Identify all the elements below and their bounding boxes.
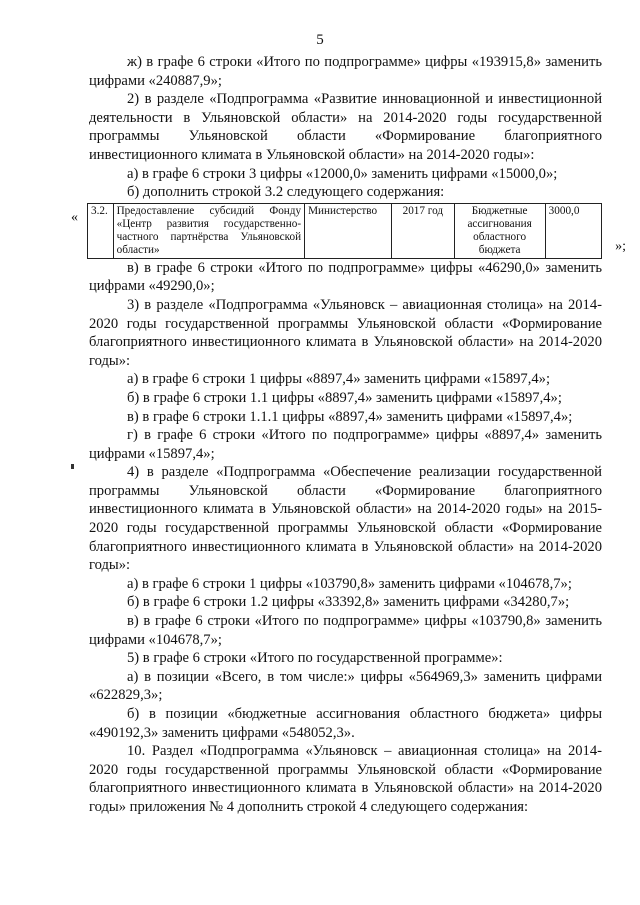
inserted-row-block [71,203,626,259]
cell-name: Предоставление субсидий Фонду «Центр развития государственно-частного партнёрства Ульяновской области» [113,203,304,258]
document-body [71,53,626,817]
paragraph-item-3b: б) в графе 6 строки 1.1 цифры «8897,4» заменить цифрами «15897,4»; [127,389,562,406]
paragraph-section-5: 5) в графе 6 строки «Итого по государственной программе»: [127,650,503,667]
paragraph-item-2v: в) в графе 6 строки «Итого по подпрограмме» цифры «46290,0» заменить цифрами «49290,0»; [89,259,602,295]
cell-source: Бюджетные ассигнования областного бюджета [454,203,545,258]
paragraph-item-3a: а) в графе 6 строки 1 цифры «8897,4» заменить цифрами «15897,4»; [127,371,551,388]
inserted-row-table [87,203,602,259]
cell-executor: Министерство [305,203,392,258]
cell-year: 2017 год [392,203,454,258]
paragraph-item-5b: б) в позиции «бюджетные ассигнования областного бюджета» цифры «490192,3» заменить цифрами «548052,3». [89,706,602,741]
paragraph-item-3g: г) в графе 6 строки «Итого по подпрограмме» цифры «8897,4» заменить цифрами «15897,4»; [89,427,602,462]
paragraph-section-3: 3) в разделе «Подпрограмма «Ульяновск – авиационная столица» на 2014-2020 годы государственной программы Ульяновской области «Формирование благоприятного инвестиционного климата в Ульяновской области» на 2014-2020 годы»: [89,296,602,369]
paragraph-item-2a: а) в графе 6 строки 3 цифры «12000,0» заменить цифрами «15000,0»; [127,165,558,182]
paragraph-point-10: 10. Раздел «Подпрограмма «Ульяновск – авиационная столица» на 2014-2020 годы государственной программы Ульяновской области «Формирование благоприятного инвестиционного климата в Ульяновской области» на 2014-2020 годы» приложения № 4 дополнить строкой 4 следующего содержания: [89,743,602,815]
paragraph-section-2: 2) в разделе «Подпрограмма «Развитие инновационной и инвестиционной деятельности в Ульяновской области» на 2014-2020 годы государственной программы Ульяновской области «Формирование благоприятного инвестиционного климата в Ульяновской области» на 2014-2020 годы»: [89,91,602,163]
cell-number: 3.2. [88,203,114,258]
page-number: 5 [316,32,324,48]
paragraph-item-4b: б) в графе 6 строки 1.2 цифры «33392,8» заменить цифрами «34280,7»; [127,594,570,611]
paragraph-item-4a: а) в графе 6 строки 1 цифры «103790,8» заменить цифрами «104678,7»; [127,575,572,592]
paragraph-item-zh: ж) в графе 6 строки «Итого по подпрограмме» цифры «193915,8» заменить цифрами «240887,9»; [89,54,602,89]
paragraph-item-3v: в) в графе 6 строки 1.1.1 цифры «8897,4» заменить цифрами «15897,4»; [127,408,573,425]
quote-close: »; [615,239,626,255]
paragraph-item-2b: б) дополнить строкой 3.2 следующего содержания: [127,184,445,201]
cell-amount: 3000,0 [545,203,601,258]
paragraph-section-4: 4) в разделе «Подпрограмма «Обеспечение реализации государственной программы Ульяновской области «Формирование благоприятного инвестиционного климата в Ульяновской области» на 2014-2020 годы» на 2015-2020 годы государственной программы Ульяновской области «Формирование благоприятного инвестиционного климата в Ульяновской области» на 2014-2020 годы»: [89,464,602,574]
paragraph-item-5a: а) в позиции «Всего, в том числе:» цифры «564969,3» заменить цифрами «622829,3»; [89,668,602,704]
table-row [88,203,602,258]
quote-open: « [71,209,78,225]
paragraph-item-4v: в) в графе 6 строки «Итого по подпрограмме» цифры «103790,8» заменить цифрами «104678,7»; [89,613,602,648]
ink-speck [71,464,74,469]
